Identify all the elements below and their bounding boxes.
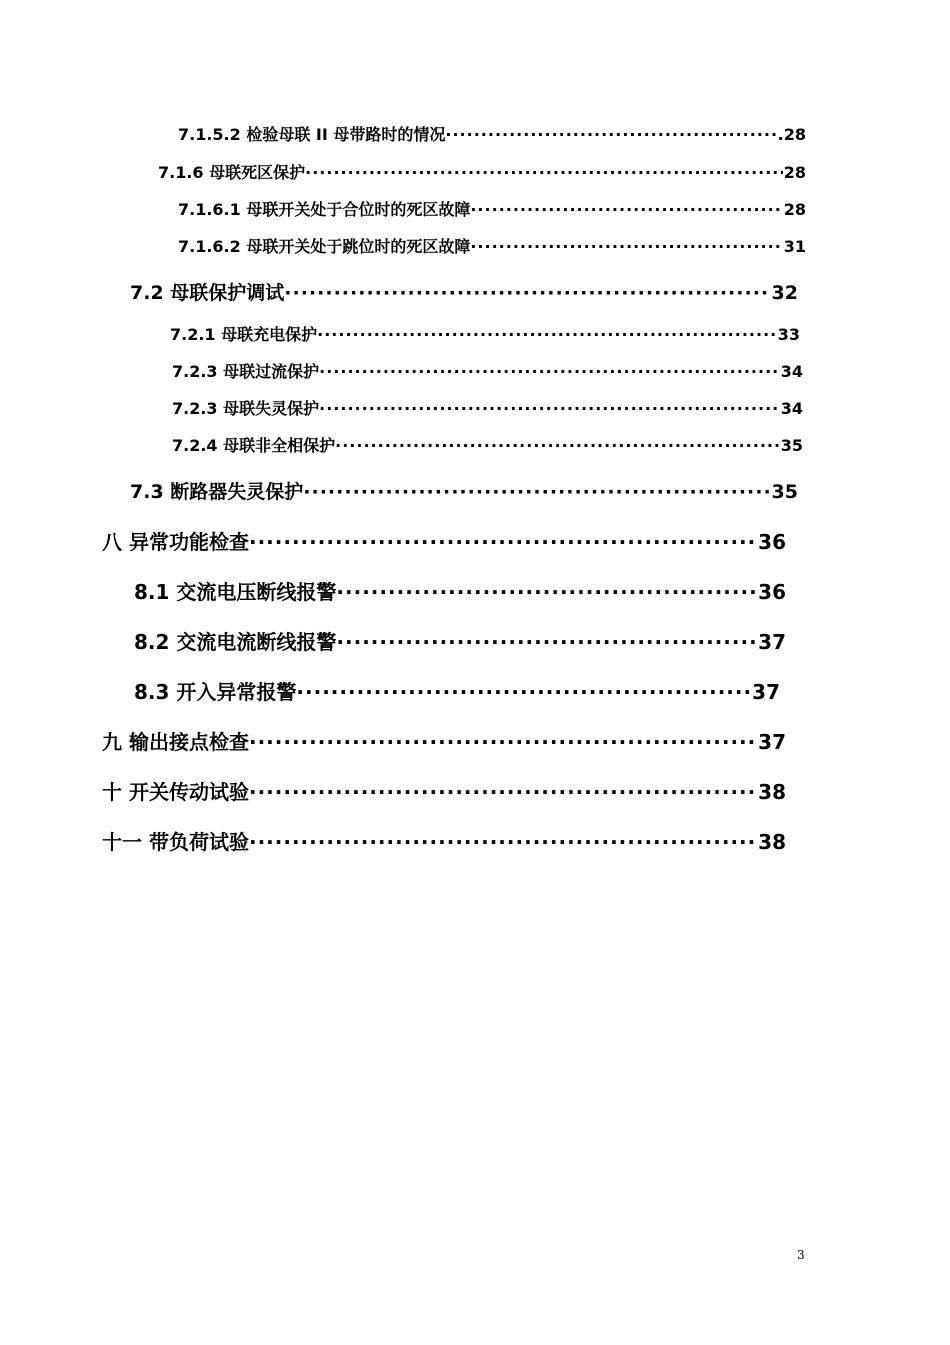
toc-entry-page: 37 <box>758 730 786 754</box>
toc-leader-dots <box>249 780 757 804</box>
toc-entry[interactable] <box>158 160 806 183</box>
toc-entry-page: 37 <box>758 630 786 654</box>
toc-entry[interactable] <box>172 396 803 419</box>
toc-entry[interactable] <box>102 526 786 555</box>
toc-entry-page: 36 <box>758 530 786 554</box>
toc-entry[interactable] <box>102 726 786 755</box>
toc-leader-dots <box>305 163 783 182</box>
toc-entry-label: 7.2 母联保护调试 <box>130 282 285 304</box>
toc-entry[interactable] <box>134 576 786 605</box>
toc-entry-page: 31 <box>783 237 806 256</box>
toc-leader-dots <box>319 362 780 381</box>
toc-leader-dots <box>336 630 757 654</box>
toc-entry-label: 7.2.3 母联过流保护 <box>172 362 320 381</box>
toc-leader-dots <box>303 481 770 503</box>
toc-entry[interactable] <box>178 197 806 220</box>
toc-entry-page: 35 <box>780 436 803 455</box>
toc-entry-label: 7.1.6.2 母联开关处于跳位时的死区故障 <box>178 237 471 256</box>
toc-entry[interactable] <box>102 776 786 805</box>
toc-entry-page: 37 <box>752 680 780 704</box>
toc-entry[interactable] <box>134 676 780 705</box>
toc-entry-label: 7.2.1 母联充电保护 <box>170 325 318 344</box>
toc-leader-dots <box>470 237 782 256</box>
toc-entry-page: 34 <box>780 399 803 418</box>
toc-entry-label: 十 开关传动试验 <box>102 780 249 804</box>
toc-leader-dots <box>319 399 780 418</box>
toc-entry-page: 32 <box>771 282 798 304</box>
toc-leader-dots <box>317 325 777 344</box>
toc-entry-page: 35 <box>771 481 798 503</box>
toc-entry-label: 8.1 交流电压断线报警 <box>134 580 337 604</box>
toc-leader-dots <box>296 680 751 704</box>
toc-entry[interactable] <box>130 477 798 504</box>
toc-entry-label: 九 输出接点检查 <box>102 730 249 754</box>
toc-leader-dots <box>336 580 757 604</box>
toc-entry-label: 7.1.6 母联死区保护 <box>158 163 306 182</box>
toc-entry[interactable] <box>178 234 806 257</box>
toc-entry[interactable] <box>178 122 806 145</box>
toc-entry-label: 八 异常功能检查 <box>102 530 249 554</box>
toc-entry-page: 28 <box>783 163 806 182</box>
toc-entry[interactable] <box>170 322 800 345</box>
toc-entry-page: 36 <box>758 580 786 604</box>
toc-entry[interactable] <box>102 826 786 855</box>
toc-entry-page: 38 <box>758 830 786 854</box>
toc-entry-label: 7.2.3 母联失灵保护 <box>172 399 320 418</box>
toc-entry-label: 7.2.4 母联非全相保护 <box>172 436 336 455</box>
toc-entry[interactable] <box>172 359 803 382</box>
toc-leader-dots <box>249 830 757 854</box>
toc-entry-page: .28 <box>777 125 806 144</box>
toc-leader-dots <box>249 530 757 554</box>
toc-entry-page: 28 <box>783 200 806 219</box>
page-number: 3 <box>797 1248 805 1262</box>
toc-entry-label: 7.1.6.1 母联开关处于合位时的死区故障 <box>178 200 471 219</box>
toc-entry-label: 7.1.5.2 检验母联 II 母带路时的情况 <box>178 125 446 144</box>
toc-entry-page: 34 <box>780 362 803 381</box>
toc-leader-dots <box>445 125 776 144</box>
toc-entry-page: 33 <box>777 325 800 344</box>
toc-entry-label: 8.3 开入异常报警 <box>134 680 297 704</box>
toc-entry-label: 十一 带负荷试验 <box>102 830 249 854</box>
toc-leader-dots <box>249 730 757 754</box>
toc-leader-dots <box>470 200 782 219</box>
toc-leader-dots <box>335 436 780 455</box>
toc-leader-dots <box>284 282 770 304</box>
toc-entry[interactable] <box>130 278 798 305</box>
toc-entry[interactable] <box>134 626 786 655</box>
toc-entry[interactable] <box>172 433 803 456</box>
toc-entry-label: 7.3 断路器失灵保护 <box>130 481 304 503</box>
toc-entry-label: 8.2 交流电流断线报警 <box>134 630 337 654</box>
toc-entry-page: 38 <box>758 780 786 804</box>
